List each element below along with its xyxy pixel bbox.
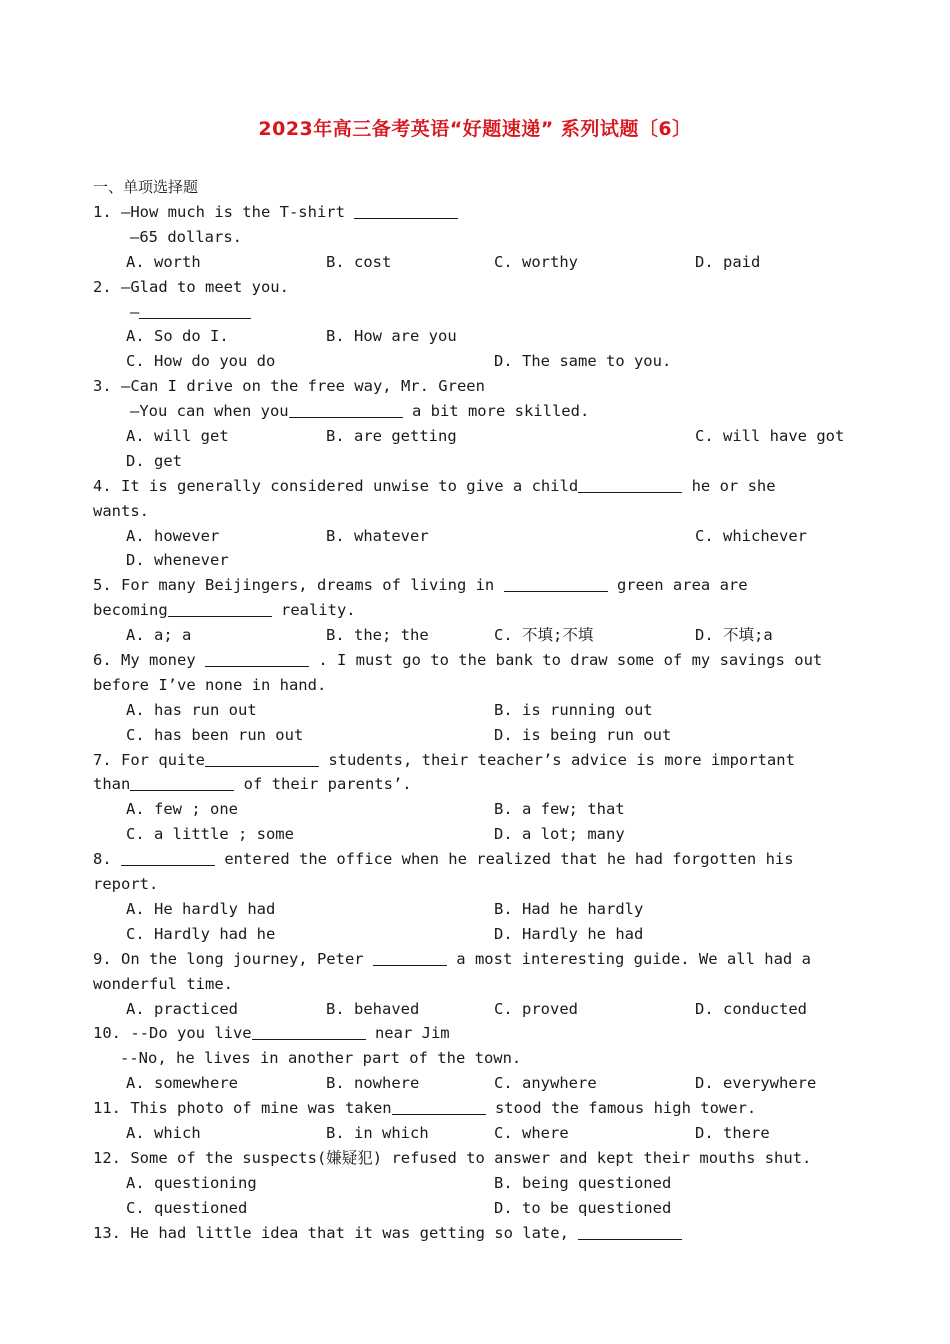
- option-a: A. a; a: [126, 626, 192, 645]
- option-c: C. a little ; some: [126, 825, 294, 844]
- option-a: A. few ; one: [126, 800, 238, 819]
- option-b: B. whatever: [326, 526, 429, 545]
- question-4-stem-cont: wants.: [93, 501, 149, 520]
- option-d: D. is being run out: [494, 725, 672, 744]
- option-c: C. anywhere: [494, 1074, 597, 1093]
- option-d: D. Hardly he had: [494, 924, 644, 943]
- question-8-stem-cont: report.: [93, 875, 159, 894]
- option-a: A. which: [126, 1123, 201, 1142]
- option-a: A. questioning: [126, 1173, 257, 1192]
- option-c: C. Hardly had he: [126, 924, 276, 943]
- option-a: A. practiced: [126, 999, 238, 1018]
- option-d: D. The same to you.: [494, 352, 672, 371]
- answer-blank: [373, 949, 447, 966]
- option-a: A. So do I.: [126, 327, 229, 346]
- option-b: B. Had he hardly: [494, 899, 644, 918]
- option-b: B. behaved: [326, 999, 420, 1018]
- question-11-stem: 11. This photo of mine was taken stood the famous high tower.: [93, 1099, 757, 1118]
- question-13-stem: 13. He had little idea that it was getting so late,: [93, 1221, 863, 1246]
- option-d: D. a lot; many: [494, 825, 625, 844]
- question-12-options-ab: [93, 1171, 863, 1196]
- option-c: C. questioned: [126, 1198, 248, 1217]
- option-b: B. How are you: [326, 327, 457, 346]
- question-5-options: [93, 623, 863, 648]
- option-c: C. whichever: [695, 526, 807, 545]
- option-b: B. cost: [326, 252, 392, 271]
- option-b: B. in which: [326, 1123, 429, 1142]
- answer-blank: [168, 600, 272, 617]
- question-3-reply: —You can when you a bit more skilled.: [130, 402, 590, 421]
- question-12-options-cd: [93, 1196, 863, 1221]
- question-2-reply: —: [93, 300, 863, 325]
- question-8-options-ab: [93, 897, 863, 922]
- question-6-options-ab: [93, 698, 863, 723]
- answer-blank: [578, 476, 682, 493]
- question-8-options-cd: [93, 922, 863, 947]
- option-a: A. has run out: [126, 700, 257, 719]
- question-6-stem-cont: before I’ve none in hand.: [93, 675, 327, 694]
- answer-blank: [139, 302, 251, 319]
- answer-blank: [205, 750, 319, 767]
- answer-blank: [578, 1223, 682, 1240]
- question-5-stem-cont: becoming reality.: [93, 601, 356, 620]
- question-10-reply: --No, he lives in another part of the town.: [120, 1049, 522, 1068]
- question-7-options-cd: [93, 822, 863, 847]
- answer-blank: [121, 849, 215, 866]
- question-7-options-ab: [93, 797, 863, 822]
- answer-blank: [392, 1098, 486, 1115]
- answer-blank: [252, 1023, 366, 1040]
- answer-blank: [354, 202, 458, 219]
- question-12-stem: 12. Some of the suspects(嫌疑犯) refused to answer and kept their mouths shut.: [93, 1148, 812, 1167]
- option-a: A. somewhere: [126, 1074, 238, 1093]
- answer-blank: [504, 575, 608, 592]
- question-1-stem: 1. —How much is the T-shirt: [93, 200, 863, 225]
- question-3-stem: 3. —Can I drive on the free way, Mr. Green: [93, 377, 485, 396]
- option-b: B. being questioned: [494, 1173, 672, 1192]
- question-3-options: [93, 424, 863, 449]
- option-b: B. is running out: [494, 700, 653, 719]
- option-a: A. will get: [126, 427, 229, 446]
- question-4-options: [93, 524, 863, 549]
- option-b: B. nowhere: [326, 1074, 420, 1093]
- question-11-options: [93, 1121, 863, 1146]
- question-2-stem: 2. —Glad to meet you.: [93, 277, 289, 296]
- option-b: B. the; the: [326, 626, 429, 645]
- option-c: C. 不填;不填: [494, 626, 594, 645]
- option-d: D. whenever: [126, 551, 229, 570]
- option-b: B. are getting: [326, 427, 457, 446]
- question-9-stem-cont: wonderful time.: [93, 974, 233, 993]
- option-a: A. however: [126, 526, 220, 545]
- option-d: D. get: [126, 451, 182, 470]
- option-d: D. 不填;a: [695, 626, 773, 645]
- option-c: C. worthy: [494, 252, 578, 271]
- option-d: D. paid: [695, 252, 761, 271]
- option-d: D. to be questioned: [494, 1198, 672, 1217]
- question-5-stem: 5. For many Beijingers, dreams of living in green area are: [93, 576, 748, 595]
- option-c: C. has been run out: [126, 725, 304, 744]
- option-c: C. where: [494, 1123, 569, 1142]
- question-7-stem-cont: than of their parents’.: [93, 775, 412, 794]
- option-c: C. How do you do: [126, 352, 276, 371]
- question-1-options: [93, 250, 863, 275]
- option-c: C. proved: [494, 999, 578, 1018]
- question-9-options: [93, 997, 863, 1022]
- option-a: A. worth: [126, 252, 201, 271]
- option-b: B. a few; that: [494, 800, 625, 819]
- option-c: C. will have got: [695, 427, 845, 446]
- question-4-option-d: [93, 548, 863, 573]
- question-list: [93, 200, 863, 1245]
- answer-blank: [130, 774, 234, 791]
- question-6-options-cd: [93, 723, 863, 748]
- question-1-reply: —65 dollars.: [130, 227, 242, 246]
- question-2-options-cd: [93, 349, 863, 374]
- option-a: A. He hardly had: [126, 899, 276, 918]
- question-3-option-d: [93, 449, 863, 474]
- option-d: D. there: [695, 1123, 770, 1142]
- question-8-stem: 8. entered the office when he realized that he had forgotten his: [93, 850, 794, 869]
- question-10-stem: 10. --Do you live near Jim: [93, 1024, 450, 1043]
- question-4-stem: 4. It is generally considered unwise to give a child he or she: [93, 476, 776, 495]
- answer-blank: [289, 401, 403, 418]
- option-d: D. everywhere: [695, 1074, 817, 1093]
- question-6-stem: 6. My money . I must go to the bank to draw some of my savings out: [93, 651, 823, 670]
- answer-blank: [205, 650, 309, 667]
- section-heading: 一、单项选择题: [93, 178, 199, 196]
- question-2-options-ab: [93, 324, 863, 349]
- page-title: 2023年高三备考英语“好题速递” 系列试题〔6〕: [258, 118, 692, 140]
- option-d: D. conducted: [695, 999, 807, 1018]
- question-10-options: [93, 1071, 863, 1096]
- question-9-stem: 9. On the long journey, Peter a most interesting guide. We all had a: [93, 949, 811, 968]
- question-7-stem: 7. For quite students, their teacher’s advice is more important: [93, 750, 795, 769]
